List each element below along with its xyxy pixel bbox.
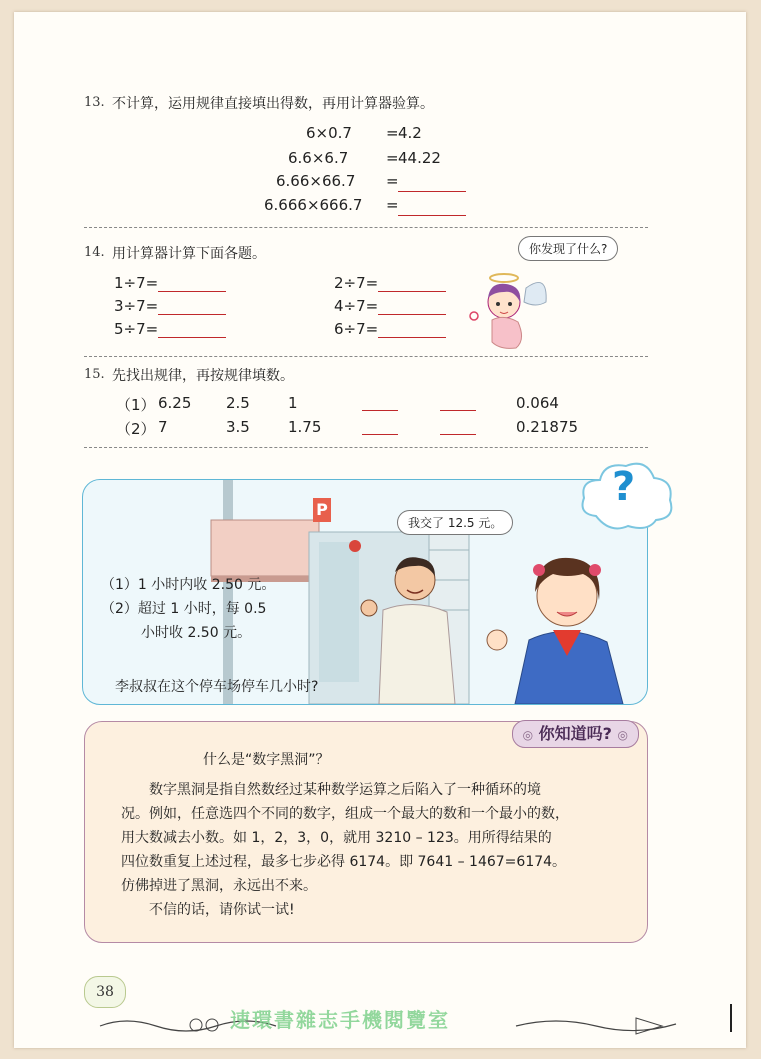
q13-expr-1: 6×0.7 [306,124,352,142]
page-number-badge [84,976,126,1008]
question-mark-icon: ? [612,464,636,510]
q15-row1-label: （1） [116,396,156,414]
parking-problem-panel [82,479,648,705]
q13-eq-1: = [386,124,399,142]
divider [84,447,648,448]
parking-rule-2a: （2）超过 1 小时，每 0.5 [101,601,267,617]
q13-eq-2: = [386,149,399,167]
q13-blank-4[interactable] [398,197,466,216]
q14-expr-4: 4÷7= [334,297,446,315]
knowledge-line-6: 不信的话，请你试一试! [149,902,295,918]
q15-row2-label: （2） [116,420,156,438]
q15-row1-v2: 2.5 [226,394,250,412]
q13-answer-2: 44.22 [398,149,441,167]
q15-row2-v1: 7 [158,418,168,436]
man-speech-text: 我交了 12.5 元。 [408,516,503,530]
q14-expr-6: 6÷7= [334,320,446,338]
did-you-know-box [84,721,648,943]
q15-instruction: 先找出规律，再按规律填数。 [112,368,294,384]
flower-icon: ◎ [522,728,534,742]
q14-expr-2: 2÷7= [334,274,446,292]
q13-blank-3[interactable] [398,173,466,192]
man-speech-bubble [397,510,513,535]
flower-icon: ◎ [617,728,628,742]
angel-girl-illustration [466,268,556,354]
knowledge-line-1: 数字黑洞是指自然数经过某种数学运算之后陷入了一种循环的境 [149,782,541,798]
q14-expr-1: 1÷7= [114,274,226,292]
q15-row2-blank2[interactable] [440,420,476,439]
q13-expr-2: 6.6×6.7 [288,149,349,167]
q14-instruction: 用计算器计算下面各题。 [112,246,266,262]
bubble-text: 你发现了什么? [529,242,608,256]
q15-row1-v3: 1 [288,394,298,412]
q15-number: 15. [84,367,105,382]
parking-question: 李叔叔在这个停车场停车几小时? [115,679,319,695]
knowledge-line-2: 况。例如，任意选四个不同的数字，组成一个最大的数和一个最小的数， [121,806,569,822]
q13-instruction: 不计算，运用规律直接填出得数，再用计算器验算。 [112,96,434,112]
q15-row1-v1: 6.25 [158,394,192,412]
parking-rule-2b: 小时收 2.50 元。 [141,625,252,641]
q13-eq-3: = [386,172,399,190]
knowledge-line-4: 四位数重复上述过程，最多七步必得 6174。即 7641 – 1467=6174。 [121,854,567,870]
knowledge-title: 什么是“数字黑洞”？ [203,752,330,768]
edge-line [730,1004,732,1032]
q15-row1-last: 0.064 [516,394,559,412]
divider [84,356,648,357]
parking-rule-1: （1）1 小时内收 2.50 元。 [101,577,276,593]
q13-expr-3: 6.66×66.7 [276,172,356,190]
knowledge-line-5: 仿佛掉进了黑洞，永远出不来。 [121,878,317,894]
q14-expr-3: 3÷7= [114,297,226,315]
parking-sign: P [316,500,328,519]
q15-row1-blank1[interactable] [362,396,398,415]
q15-row2-v2: 3.5 [226,418,250,436]
thinking-bubble [518,236,618,261]
did-you-know-tag [512,720,639,748]
q13-number: 13. [84,95,105,110]
q15-row2-blank1[interactable] [362,420,398,439]
q14-expr-5: 5÷7= [114,320,226,338]
q15-row2-last: 0.21875 [516,418,579,436]
q15-row2-v3: 1.75 [288,418,322,436]
watermark-text: 速環書雜志手機閱覽室 [230,1008,450,1032]
divider [84,227,648,228]
did-you-know-label: 你知道吗? [538,724,612,743]
q13-expr-4: 6.666×666.7 [264,196,363,214]
knowledge-line-3: 用大数减去小数。如 1，2，3，0，就用 3210 – 123。用所得结果的 [121,830,552,846]
q14-number: 14. [84,245,105,260]
q13-answer-1: 4.2 [398,124,422,142]
q15-row1-blank2[interactable] [440,396,476,415]
q13-eq-4: = [386,196,399,214]
page-number: 38 [96,984,114,1000]
